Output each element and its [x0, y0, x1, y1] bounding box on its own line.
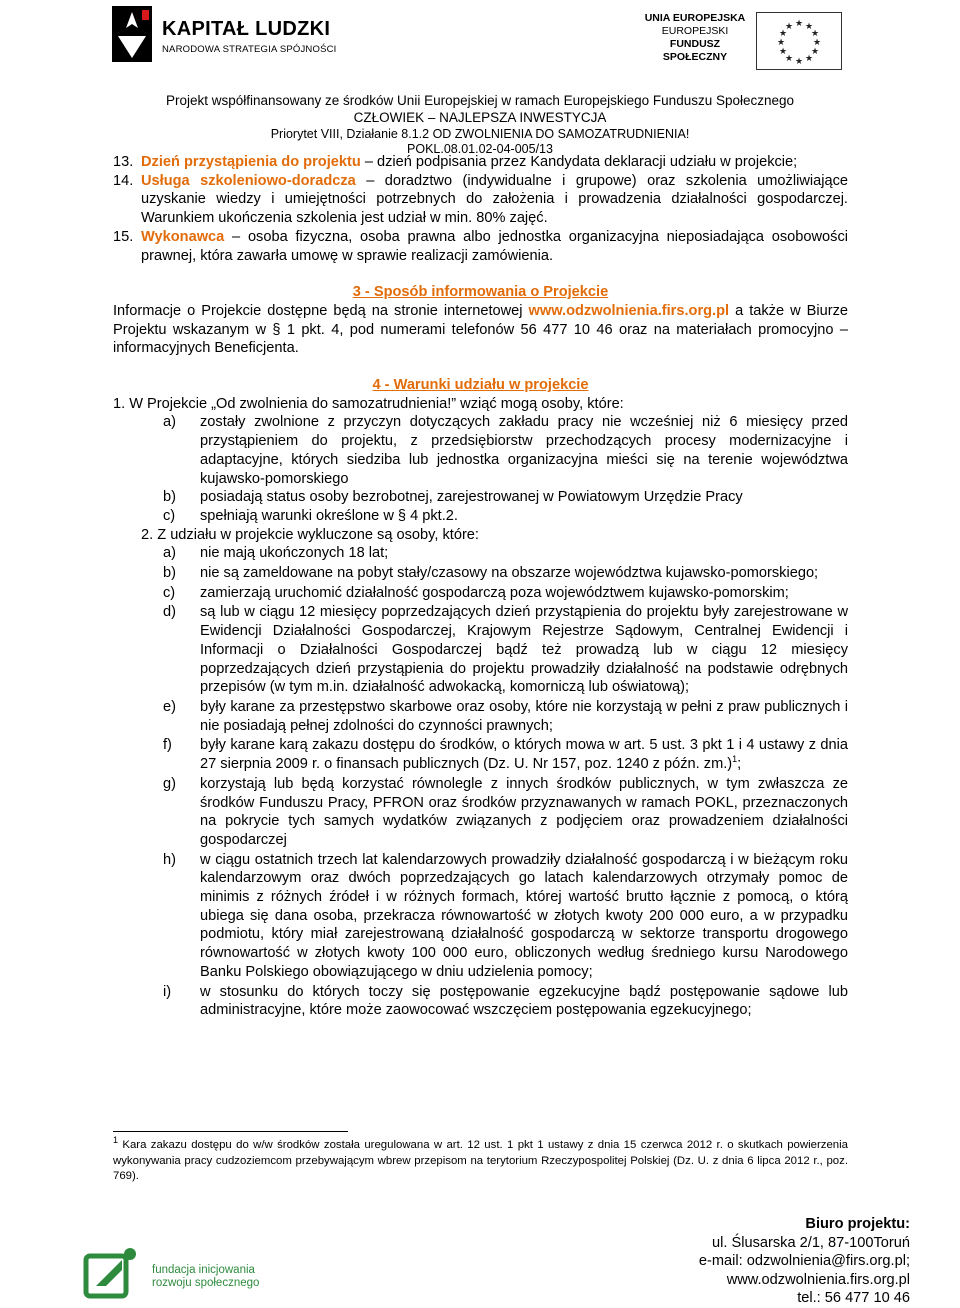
- footnote-text: Kara zakazu dostępu do w/w środków została uregulowana w art. 12 ust. 1 pkt 1 ustawy z dnia 15 czerwca 2012 r. o skutkach powierzenia wykonywania pracy cudzoziemcom przebywającym wbrew przepisom na terytorium Rzeczypospolitej Polskiej (Dz. U. z dnia 6 lipca 2012 r., poz. 769).: [113, 1139, 848, 1183]
- list-item: b) nie są zameldowane na pobyt stały/czasowy na obszarze województwa kujawsko-pomorskiego;: [163, 565, 819, 582]
- definition-13: [113, 153, 848, 172]
- svg-text:★: ★: [794, 57, 804, 67]
- definition-14: [113, 172, 848, 228]
- eu-logo-line2: EUROPEJSKI: [661, 25, 729, 37]
- definition-number: 13.: [113, 154, 134, 170]
- definition-term: Wykonawca: [141, 228, 225, 245]
- svg-text:★: ★: [784, 22, 794, 32]
- firs-logo: [82, 1244, 282, 1302]
- section-4-title: 4 - Warunki udziału w projekcie: [372, 377, 589, 394]
- project-number: POKL.08.01.02-04-005/13: [407, 142, 553, 156]
- priority-line: Priorytet VIII, Działanie 8.1.2 OD ZWOLNIENIA DO SAMOZATRUDNIENIA!: [270, 127, 690, 141]
- svg-text:★: ★: [776, 38, 786, 48]
- definition-text: – dzień podpisania przez Kandydata deklaracji udziału w projekcie;: [360, 154, 798, 170]
- list-item: d) są lub w ciągu 12 miesięcy poprzedzających dzień przystąpienia do projektu były zarejestrowane w Ewidencji Działalności Gospodarczej, Krajowym Rejestrze Sądowym, Centralnej Ewidencji i Informacji o Działalności Gospodarczej bądź też prowadzą lub w ciągu 12 miesięcy poprzedzających dzień przystąpienia do projektu prowadziły działalność na podstawie odrębnych przepisów (w tym m.in. działalność adwokacką, komorniczą lub oświatową);: [163, 604, 848, 696]
- list-item: f) były karane karą zakazu dostępu do środków, o których mowa w art. 5 ust. 3 pkt 1 i 4 ustawy z dnia 27 sierpnia 2009 r. o finansach publicznych (Dz. U. Nr 157, poz. 1240 z późn. zm.)$^1$;: [163, 737, 848, 773]
- section-4-point-2: 2. Z udziału w projekcie wykluczone są osoby, które:: [141, 526, 479, 543]
- eu-logo: [640, 12, 860, 67]
- svg-text:★: ★: [804, 54, 814, 64]
- list-item: g) korzystają lub będą korzystać równolegle z innych środków publicznych, w tym zwłaszcza ze środków Funduszu Pracy, PFRON oraz środków przyznawanych w ramach POKL, przeznaczonych na pokrycie tych samych wydatków związanych z podjęciem oraz prowadzeniem działalności gospodarczej: [163, 775, 848, 848]
- office-address: ul. Ślusarska 2/1, 87-100Toruń: [712, 1234, 910, 1251]
- kapital-ludzki-logo: [112, 6, 342, 62]
- svg-text:★: ★: [778, 29, 788, 39]
- footnote-ref[interactable]: 1: [732, 754, 738, 765]
- definition-text: – osoba fizyczna, osoba prawna albo jednostka organizacyjna nieposiadająca osobowości prawnej, która zawarła umowę w sprawie realizacji zamówienia.: [141, 228, 848, 264]
- list-item: a) zostały zwolnione z przyczyn dotyczących zakładu pracy nie wcześniej niż 6 miesięcy przed przystąpieniem do projektu, z przedsiębiorstw przechodzących procesy modernizacyjne i adaptacyjne, których siedziba lub jednostka organizacyjna mieści się na terenie województwa kujawsko-pomorskiego: [163, 414, 848, 487]
- eu-logo-line1: UNIA EUROPEJSKA: [644, 12, 746, 24]
- list-item: b) posiadają status osoby bezrobotnej, zarejestrowanej w Powiatowym Urzędzie Pracy: [163, 489, 743, 506]
- svg-text:★: ★: [810, 47, 820, 57]
- office-phone: tel.: 56 477 10 46: [797, 1290, 910, 1307]
- website-link[interactable]: www.odzwolnienia.firs.org.pl: [528, 302, 730, 319]
- section-3-title: 3 - Sposób informowania o Projekcie: [352, 284, 609, 301]
- firs-logo-line2: rozwoju społecznego: [152, 1277, 260, 1289]
- definition-number: 15.: [113, 228, 134, 245]
- kapital-ludzki-subtitle: NARODOWA STRATEGIA SPÓJNOŚCI: [162, 44, 337, 55]
- kapital-ludzki-mark-icon: [112, 6, 152, 62]
- cofinancing-line: Projekt współfinansowany ze środków Unii Europejskiej w ramach Europejskiego Funduszu Społecznego: [165, 93, 795, 108]
- firs-logo-mark-icon: [82, 1246, 144, 1302]
- definition-number: 14.: [113, 172, 134, 189]
- definition-15: [113, 228, 848, 265]
- document-body: [113, 153, 848, 1020]
- svg-text:★: ★: [804, 22, 814, 32]
- definition-text: – doradztwo (indywidualne i grupowe) oraz szkolenia umożliwiające uzyskanie wiedzy i umiejętności potrzebnych do założenia i prowadzenia działalności gospodarczej. Warunkiem ukończenia szkolenia jest udział w min. 80% zajęć.: [141, 172, 849, 227]
- section-3-text: Informacje o Projekcie dostępne będą na stronie internetowej www.odzwolnienia.firs.org.pl a także w Biurze Projektu wskazanym w § 1 pkt. 4, pod numerami telefonów 56 477 10 46 oraz na materiałach promocyjno – informacyjnych Beneficjenta.: [113, 302, 848, 357]
- list-item: a) nie mają ukończonych 18 lat;: [163, 545, 389, 562]
- svg-text:★: ★: [778, 47, 788, 57]
- list-item: c) zamierzają uruchomić działalność gospodarczą poza województwem kujawsko-pomorskim;: [163, 584, 789, 601]
- section-4-point-1: 1. W Projekcie „Od zwolnienia do samozatrudnienia!” wziąć mogą osoby, które:: [113, 395, 624, 412]
- eu-flag-icon: [756, 12, 842, 70]
- office-title: Biuro projektu:: [805, 1216, 910, 1232]
- slogan-line: CZŁOWIEK – NAJLEPSZA INWESTYCJA: [353, 110, 607, 125]
- svg-text:★: ★: [794, 19, 804, 29]
- footnote-divider: [113, 1131, 348, 1132]
- footnote: [113, 1135, 848, 1185]
- list-item: i) w stosunku do których toczy się postępowanie egzekucyjne bądź postępowanie sądowe lub administracyjne, które może zaowocować wszczęciem postępowania egzekucyjnego;: [163, 983, 848, 1019]
- list-item: e) były karane za przestępstwo skarbowe oraz osoby, które nie korzystają w pełni z praw publicznych i nie posiadają pełnej zdolności do czynności prawnych;: [163, 698, 848, 734]
- list-item: h) w ciągu ostatnich trzech lat kalendarzowych prowadziły działalność gospodarczą i w bieżącym roku kalendarzowym oraz dwóch poprzedzających go latach kalendarzowych otrzymały pomoc de minimis z różnych źródeł i w różnych formach, której wartość brutto łącznie z pomocą, o którą ubiega się dana osoba, przekracza równowartość w złotych kwoty 200 000 euro, a w przypadku podmiotu, który miał zarejestrowaną działalność gospodarczą w sektorze transportu drogowego równowartość w złotych kwoty 100 000 euro, obliczonych według średniego kursu Narodowego Banku Polskiego obowiązującego w dniu udzielenia pomocy;: [163, 851, 848, 980]
- definition-term: Dzień przystąpienia do projektu: [141, 154, 361, 170]
- svg-text:★: ★: [784, 54, 794, 64]
- office-email[interactable]: e-mail: odzwolnienia@firs.org.pl;: [698, 1253, 910, 1270]
- eu-logo-line3: FUNDUSZ SPOŁECZNY: [662, 38, 728, 63]
- svg-text:★: ★: [812, 38, 822, 48]
- office-contact: [699, 1215, 910, 1308]
- office-website[interactable]: www.odzwolnienia.firs.org.pl: [726, 1271, 910, 1288]
- list-item: c) spełniają warunki określone w § 4 pkt.2.: [163, 507, 458, 524]
- footnote-number: 1: [113, 1135, 119, 1146]
- firs-logo-line1: fundacja inicjowania: [152, 1264, 255, 1276]
- definition-term: Usługa szkoleniowo-doradcza: [141, 172, 356, 189]
- svg-text:★: ★: [810, 29, 820, 39]
- kapital-ludzki-title: KAPITAŁ LUDZKI: [162, 18, 331, 40]
